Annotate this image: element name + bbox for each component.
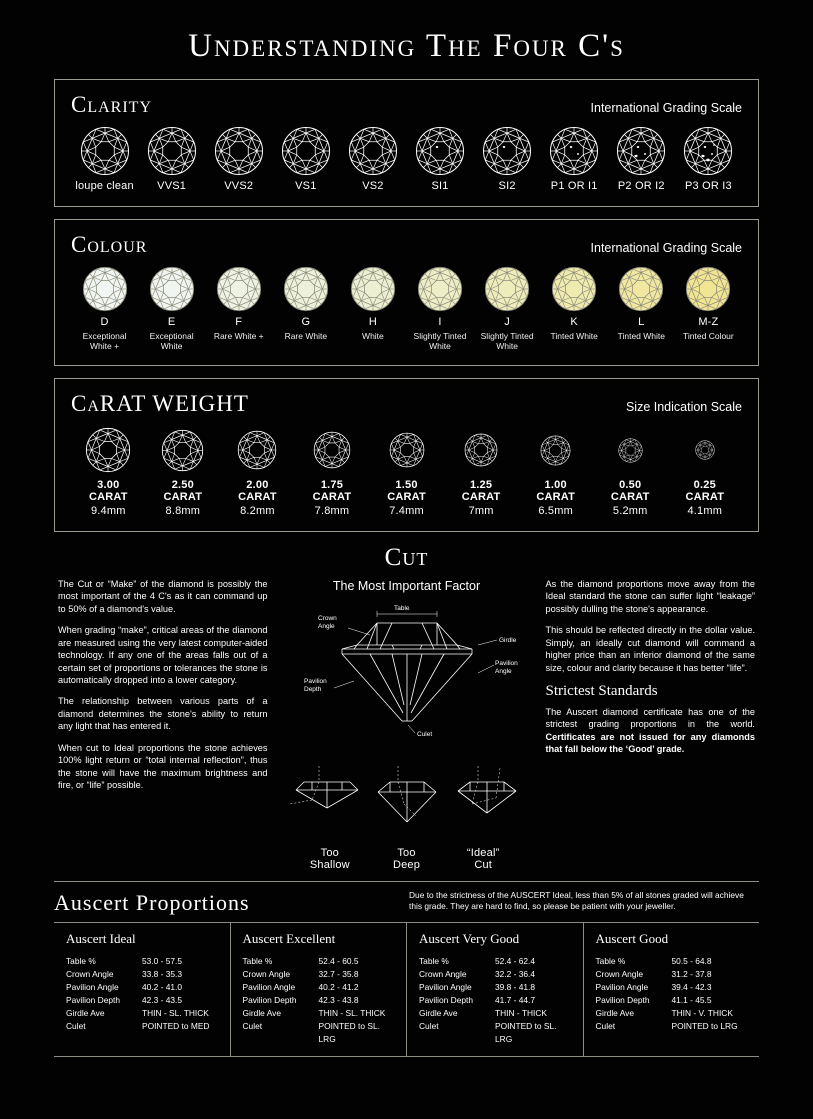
cut-paragraph: When cut to Ideal proportions the stone achieves 100% light return or “total internal reflection”, thus the stone will have the maximum brightness and fire, or “life” possible.	[58, 742, 268, 790]
diamond-icon	[683, 126, 733, 176]
carat-unit: CARAT	[461, 491, 501, 504]
carat-item	[593, 425, 668, 517]
label-pavilion-angle-1: Pavilion	[494, 660, 518, 668]
colour-item	[339, 266, 406, 341]
colour-item-desc: Tinted Colour	[683, 331, 734, 341]
cut-examples-diagram	[282, 760, 532, 842]
proportions-row-label: Pavilion Depth	[595, 995, 650, 1006]
carat-weight: 3.00	[97, 479, 120, 492]
diamond-icon	[417, 266, 463, 312]
colour-item-desc: Rare White +	[213, 331, 264, 341]
clarity-item-label: VVS2	[224, 180, 254, 192]
colour-item-label: H	[368, 316, 377, 328]
cut-example-label-1: Too	[397, 847, 416, 860]
carat-diamond-holder	[295, 425, 370, 475]
colour-item-desc: Slightly Tinted White	[480, 331, 534, 352]
proportions-row-value: 32.7 - 35.8	[318, 969, 359, 980]
diamond-icon	[161, 429, 204, 472]
colour-item	[138, 266, 205, 351]
proportions-row	[66, 955, 220, 968]
diamond-icon	[214, 126, 264, 176]
proportions-row-label: Crown Angle	[242, 969, 290, 980]
carat-unit: CARAT	[610, 491, 650, 504]
proportions-row-label: Table %	[242, 956, 273, 967]
carat-header	[71, 391, 742, 417]
diamond-icon	[551, 266, 597, 312]
colour-item-desc: Rare White	[284, 331, 328, 341]
diamond-icon	[82, 266, 128, 312]
colour-title: Colour	[71, 232, 148, 257]
carat-diamond-holder	[369, 425, 444, 475]
colour-item-desc: White	[362, 331, 384, 341]
diamond-icon	[695, 440, 715, 460]
diamond-icon	[216, 266, 262, 312]
proportions-row-value: 40.2 - 41.0	[142, 982, 183, 993]
proportions-row	[66, 994, 220, 1007]
carat-item	[369, 425, 444, 517]
proportions-row	[596, 1020, 750, 1033]
label-pavilion-depth-1: Pavilion	[303, 678, 327, 686]
proportions-row	[596, 981, 750, 994]
cut-paragraph: The Cut or “Make” of the diamond is possibly the most important of the 4 C's as it can command up to 50% of a diamond's value.	[58, 579, 268, 614]
carat-weight: 0.25	[693, 479, 716, 492]
proportions-row-label: Pavilion Depth	[66, 995, 121, 1006]
colour-item-desc: Exceptional White +	[82, 331, 127, 352]
clarity-item	[406, 126, 473, 192]
diamond-icon	[549, 126, 599, 176]
proportions-row	[243, 955, 397, 968]
carat-weight: 2.00	[246, 479, 269, 492]
colour-item	[675, 266, 742, 341]
proportions-row	[596, 994, 750, 1007]
carat-mm: 6.5mm	[538, 505, 573, 518]
proportions-row-label: Girdle Ave	[419, 1008, 458, 1019]
cut-example-label-2: Deep	[392, 859, 421, 872]
proportions-row	[419, 981, 573, 994]
carat-weight: 1.00	[544, 479, 567, 492]
carat-mm: 7.8mm	[314, 505, 350, 518]
strictest-standards-title: Strictest Standards	[545, 682, 658, 699]
carat-unit: CARAT	[536, 491, 575, 504]
proportions-row	[243, 1020, 397, 1046]
clarity-item-label: SI1	[431, 180, 449, 192]
cut-example-label-1: “Ideal”	[466, 847, 500, 860]
proportions-row	[243, 968, 397, 981]
colour-item	[71, 266, 138, 351]
carat-weight: 1.25	[469, 479, 493, 492]
carat-item	[444, 425, 519, 517]
proportions-row-value: 50.5 - 64.8	[671, 956, 712, 967]
carat-scale-label: Size Indication Scale	[625, 400, 742, 415]
clarity-panel	[54, 79, 759, 207]
proportions-column-title: Auscert Excellent	[242, 931, 336, 947]
carat-item	[220, 425, 295, 517]
proportions-row-label: Girdle Ave	[66, 1008, 105, 1019]
proportions-row	[243, 981, 397, 994]
proportions-row-label: Girdle Ave	[595, 1008, 634, 1019]
proportions-row-value: 39.4 - 42.3	[671, 982, 712, 993]
proportions-row-label: Table %	[66, 956, 96, 967]
carat-mm: 8.2mm	[240, 505, 275, 518]
cut-paragraph: This should be reflected directly in the dollar value. Simply, an ideally cut diamond will command a higher price than an inferior diamond of the same size, colour and clarity because it has better “life”.	[545, 625, 755, 673]
proportions-row	[596, 968, 750, 981]
colour-scale-label: International Grading Scale	[590, 241, 742, 255]
proportions-row-label: Crown Angle	[419, 969, 467, 980]
proportions-row-label: Crown Angle	[66, 969, 114, 980]
label-table: Table	[393, 605, 410, 613]
colour-item-label: K	[570, 316, 578, 328]
diamond-icon	[80, 126, 130, 176]
clarity-item	[205, 126, 272, 192]
colour-item-label: I	[438, 316, 442, 328]
colour-item-desc: Tinted White	[617, 331, 665, 341]
clarity-row	[71, 126, 742, 192]
proportions-row-label: Girdle Ave	[242, 1008, 281, 1019]
diamond-icon	[540, 435, 571, 466]
proportions-row-value: THIN - SL. THICK	[318, 1008, 386, 1019]
proportions-row-value: POINTED to LRG	[671, 1021, 738, 1032]
clarity-scale-label: International Grading Scale	[590, 101, 742, 115]
proportions-column-title: Auscert Ideal	[66, 931, 136, 947]
colour-item-desc: Exceptional White	[149, 331, 194, 352]
proportions-row-value: 32.2 - 36.4	[495, 969, 536, 980]
proportions-row-label: Pavilion Angle	[66, 982, 119, 993]
clarity-item-label: VVS1	[157, 180, 187, 192]
proportions-row	[66, 1007, 220, 1020]
carat-unit: CARAT	[163, 491, 203, 504]
proportions-row-value: POINTED to MED	[142, 1021, 210, 1032]
proportions-row-value: 41.7 - 44.7	[495, 995, 536, 1006]
diamond-icon	[389, 432, 425, 468]
proportions-column-title: Auscert Good	[595, 931, 669, 947]
proportions-row-value: POINTED to SL. LRG	[318, 1021, 380, 1045]
cut-example-label-1: Too	[320, 847, 339, 860]
carat-weight: 1.75	[320, 479, 344, 492]
proportions-row-value: 52.4 - 62.4	[495, 956, 536, 967]
proportions-row	[66, 1020, 220, 1033]
clarity-item-label: P2 OR I2	[617, 180, 665, 192]
diamond-icon	[464, 433, 498, 467]
strict-text-normal: The Auscert diamond certificate has one of the strictest grading proportions in the world.	[545, 706, 755, 730]
cut-subtitle: The Most Important Factor	[332, 579, 481, 594]
proportions-table	[54, 922, 759, 1057]
proportions-row-label: Table %	[419, 956, 449, 967]
colour-panel	[54, 219, 759, 366]
carat-row	[71, 425, 742, 517]
clarity-item	[675, 126, 742, 192]
proportions-row-label: Culet	[66, 1021, 86, 1032]
cut-left-column	[58, 578, 268, 871]
proportions-row-value: 41.1 - 45.5	[671, 995, 712, 1006]
proportions-row-label: Pavilion Angle	[595, 982, 649, 993]
diamond-proportions-diagram	[282, 593, 532, 753]
proportions-row	[66, 968, 220, 981]
label-girdle: Girdle	[498, 637, 516, 645]
carat-weight: 2.50	[171, 479, 194, 492]
proportions-row	[596, 1007, 750, 1020]
cut-example	[445, 847, 522, 871]
proportions-row-label: Table %	[595, 956, 626, 967]
proportions-row-value: THIN - THICK	[495, 1008, 547, 1019]
page-title: Understanding The Four C's	[188, 28, 625, 64]
proportions-row-value: 53.0 - 57.5	[142, 956, 183, 967]
proportions-row-value: 40.2 - 41.2	[318, 982, 359, 993]
proportions-row	[243, 1007, 397, 1020]
cut-section	[28, 544, 785, 871]
proportions-title: Auscert Proportions	[54, 890, 250, 916]
cut-example	[292, 847, 369, 871]
colour-item	[541, 266, 608, 341]
cut-paragraph: The relationship between various parts of a diamond determines the stone's ability to return any light that has entered it.	[58, 696, 268, 732]
clarity-header	[71, 92, 742, 118]
proportions-note	[409, 890, 759, 912]
cut-right-column	[546, 578, 756, 871]
carat-mm: 5.2mm	[612, 505, 648, 518]
diamond-icon	[281, 126, 331, 176]
colour-item-label: F	[235, 316, 243, 328]
cut-example-labels	[282, 847, 532, 871]
proportions-row-label: Culet	[595, 1021, 616, 1032]
proportions-note-text: Due to the strictness of the AUSCERT Ideal, less than 5% of all stones graded will achieve this grade. They are hard to find, so please be patient with your jeweller.	[409, 890, 744, 911]
carat-mm: 4.1mm	[687, 505, 723, 518]
colour-item-label: L	[638, 316, 645, 328]
colour-item-label: D	[100, 316, 109, 328]
carat-diamond-holder	[71, 425, 146, 475]
proportions-row	[66, 981, 220, 994]
proportions-row	[419, 955, 573, 968]
proportions-row-value: 33.8 - 35.3	[142, 969, 183, 980]
diamond-icon	[283, 266, 329, 312]
carat-diamond-holder	[146, 425, 221, 475]
proportions-row-value: 42.3 - 43.5	[142, 995, 183, 1006]
proportions-column	[231, 923, 408, 1056]
carat-item	[71, 425, 146, 517]
colour-item	[205, 266, 272, 341]
clarity-item-label: SI2	[498, 180, 516, 192]
carat-title: CaRAT WEIGHT	[71, 391, 249, 417]
carat-unit: CARAT	[238, 491, 277, 504]
strictest-standards-text	[546, 706, 756, 756]
proportions-column	[584, 923, 760, 1056]
colour-item-label: G	[301, 316, 311, 328]
proportions-row-value: POINTED to SL. LRG	[495, 1021, 557, 1045]
clarity-item	[71, 126, 138, 192]
proportions-row-value: THIN - V. THICK	[671, 1008, 733, 1019]
colour-item	[474, 266, 541, 351]
proportions-row-value: 39.8 - 41.8	[495, 982, 536, 993]
clarity-item-label: VS1	[295, 180, 317, 192]
proportions-row	[419, 1007, 573, 1020]
carat-panel	[54, 378, 759, 532]
label-crown-angle-1: Crown	[317, 615, 337, 623]
diamond-icon	[618, 266, 664, 312]
carat-mm: 7.4mm	[389, 505, 424, 518]
proportions-row-value: 42.3 - 43.8	[318, 995, 359, 1006]
colour-item-desc: Slightly Tinted White	[413, 331, 467, 352]
diamond-icon	[415, 126, 465, 176]
proportions-column	[54, 923, 231, 1056]
carat-diamond-holder	[593, 425, 668, 475]
label-pavilion-depth-2: Depth	[303, 686, 321, 694]
diamond-icon	[237, 430, 277, 470]
cut-body	[28, 572, 785, 871]
carat-unit: CARAT	[685, 491, 725, 504]
diamond-icon	[147, 126, 197, 176]
colour-item	[406, 266, 473, 351]
proportions-row	[419, 994, 573, 1007]
carat-diamond-holder	[220, 425, 295, 475]
clarity-item-label: loupe clean	[75, 180, 134, 192]
colour-item-label: J	[504, 316, 510, 328]
carat-diamond-holder	[444, 425, 519, 475]
proportions-column-title: Auscert Very Good	[419, 931, 520, 947]
diamond-icon	[350, 266, 396, 312]
colour-item	[608, 266, 675, 341]
diamond-icon	[313, 431, 351, 469]
clarity-item-label: P1 OR I1	[550, 180, 598, 192]
clarity-item-label: P3 OR I3	[684, 180, 732, 192]
proportions-row-label: Culet	[242, 1021, 263, 1032]
diamond-icon	[482, 126, 532, 176]
diamond-icon	[149, 266, 195, 312]
carat-unit: CARAT	[387, 491, 426, 504]
diamond-icon	[618, 438, 643, 463]
proportions-row	[596, 955, 750, 968]
carat-mm: 9.4mm	[90, 505, 126, 518]
colour-row	[71, 266, 742, 351]
clarity-title: Clarity	[71, 92, 152, 117]
proportions-row-value: THIN - SL. THICK	[142, 1008, 209, 1019]
cut-example-label-2: Shallow	[309, 859, 350, 872]
carat-weight: 0.50	[619, 479, 642, 492]
proportions-row-label: Crown Angle	[595, 969, 643, 980]
carat-item	[295, 425, 370, 517]
colour-item	[272, 266, 339, 341]
diamond-icon	[685, 266, 731, 312]
colour-item-desc: Tinted White	[550, 331, 598, 341]
label-culet: Culet	[416, 731, 432, 739]
carat-diamond-holder	[518, 425, 593, 475]
clarity-item	[474, 126, 541, 192]
clarity-item-label: VS2	[362, 180, 384, 192]
diamond-icon	[616, 126, 666, 176]
proportions-row-label: Culet	[419, 1021, 439, 1032]
strict-text-bold: Certificates are not issued for any diamonds that fall below the ‘Good’ grade.	[545, 731, 755, 755]
cut-example	[368, 847, 445, 871]
clarity-item	[272, 126, 339, 192]
cut-title: Cut	[384, 544, 429, 572]
proportions-row-value: 31.2 - 37.8	[671, 969, 712, 980]
colour-item-label: E	[167, 316, 176, 328]
carat-item	[146, 425, 221, 517]
proportions-row-label: Pavilion Depth	[242, 995, 297, 1006]
diamond-icon	[484, 266, 530, 312]
colour-item-label: M-Z	[698, 316, 719, 328]
carat-item	[668, 425, 743, 517]
cut-example-label-2: Cut	[474, 859, 493, 872]
proportions-row-label: Pavilion Angle	[242, 982, 296, 993]
carat-mm: 8.8mm	[165, 505, 201, 518]
proportions-row-label: Pavilion Angle	[419, 982, 472, 993]
proportions-row-label: Pavilion Depth	[419, 995, 474, 1006]
diamond-icon	[85, 427, 131, 473]
clarity-item	[608, 126, 675, 192]
carat-item	[518, 425, 593, 517]
proportions-row	[419, 1020, 573, 1046]
carat-unit: CARAT	[312, 491, 352, 504]
carat-unit: CARAT	[88, 491, 128, 504]
carat-weight: 1.50	[395, 479, 418, 492]
cut-paragraph: As the diamond proportions move away from the Ideal standard the stone can suffer light “leakage” possibly dulling the stone's appearance.	[545, 579, 755, 614]
clarity-item	[339, 126, 406, 192]
proportions-header	[28, 882, 785, 922]
proportions-column	[407, 923, 584, 1056]
proportions-row	[243, 994, 397, 1007]
clarity-item	[541, 126, 608, 192]
label-crown-angle-2: Angle	[317, 623, 335, 631]
cut-paragraph: When grading “make”, critical areas of the diamond are measured using the very latest computer-aided technology. If any one of the areas falls out of a certain set of proportions or tolerances the stone is automatically dropped into a lower category.	[58, 625, 268, 685]
cut-diagram-column	[282, 578, 532, 871]
diamond-icon	[348, 126, 398, 176]
proportions-row	[419, 968, 573, 981]
proportions-row-value: 52.4 - 60.5	[318, 956, 359, 967]
colour-header	[71, 232, 742, 258]
carat-diamond-holder	[668, 425, 743, 475]
label-pavilion-angle-2: Angle	[494, 668, 512, 676]
clarity-item	[138, 126, 205, 192]
carat-mm: 7mm	[468, 505, 494, 518]
